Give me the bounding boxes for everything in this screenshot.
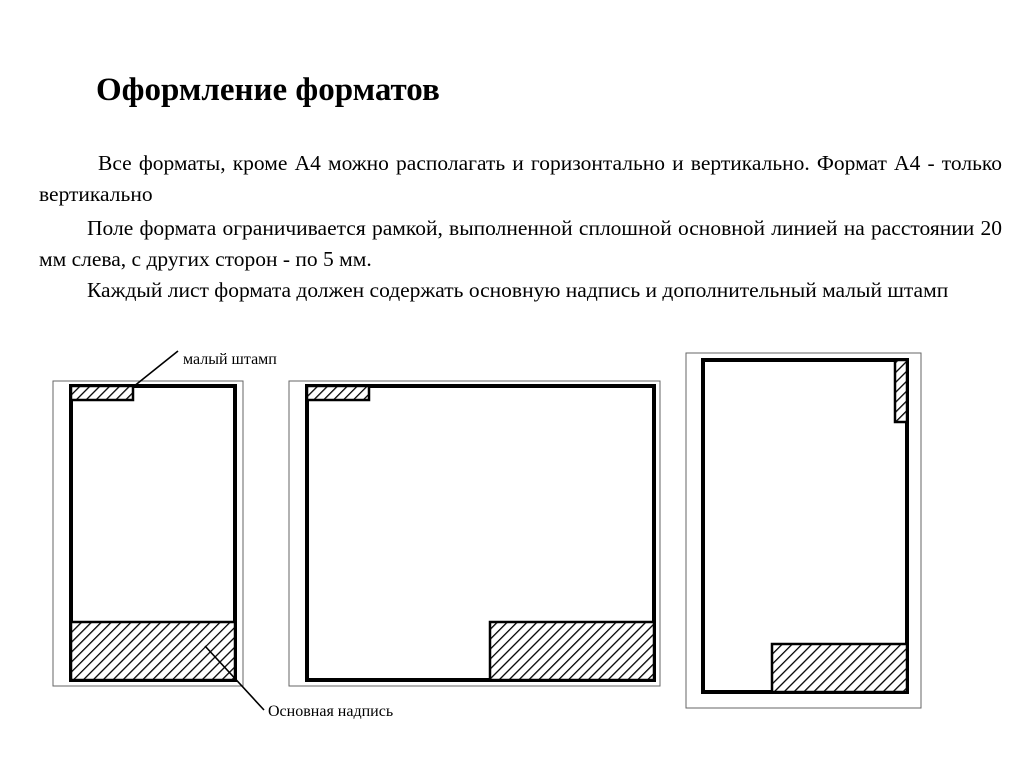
paragraph-frame-margins: Поле формата ограничивается рамкой, выполненной сплошной основной линией на расстоянии 20 мм слева, с других сторон - по 5 мм. — [39, 216, 1002, 271]
sheet-horizontal-small-stamp — [307, 386, 369, 400]
paragraph-formats-orientation: Все форматы, кроме А4 можно располагать и горизонтально и вертикально. Формат А4 - только вертикально — [39, 151, 1002, 206]
sheet-vertical-small-stamp — [71, 386, 133, 400]
slide-title: Оформление форматов — [96, 72, 440, 108]
sheet-horizontal-title-block — [490, 622, 654, 680]
sheet-horizontal — [289, 381, 660, 686]
sheet-right-title-block — [772, 644, 907, 692]
paragraph-title-block-requirement: Каждый лист формата должен содержать основную надпись и дополнительный малый штамп — [87, 278, 949, 302]
sheet-right-small-stamp — [895, 360, 907, 422]
sheet-vertical — [53, 381, 243, 686]
sheet-vertical-right-stamp — [686, 353, 921, 708]
title-block-label: Основная надпись — [268, 703, 394, 720]
small-stamp-leader — [133, 351, 178, 387]
sheet-right-frame — [703, 360, 907, 692]
small-stamp-label: малый штамп — [183, 351, 277, 368]
